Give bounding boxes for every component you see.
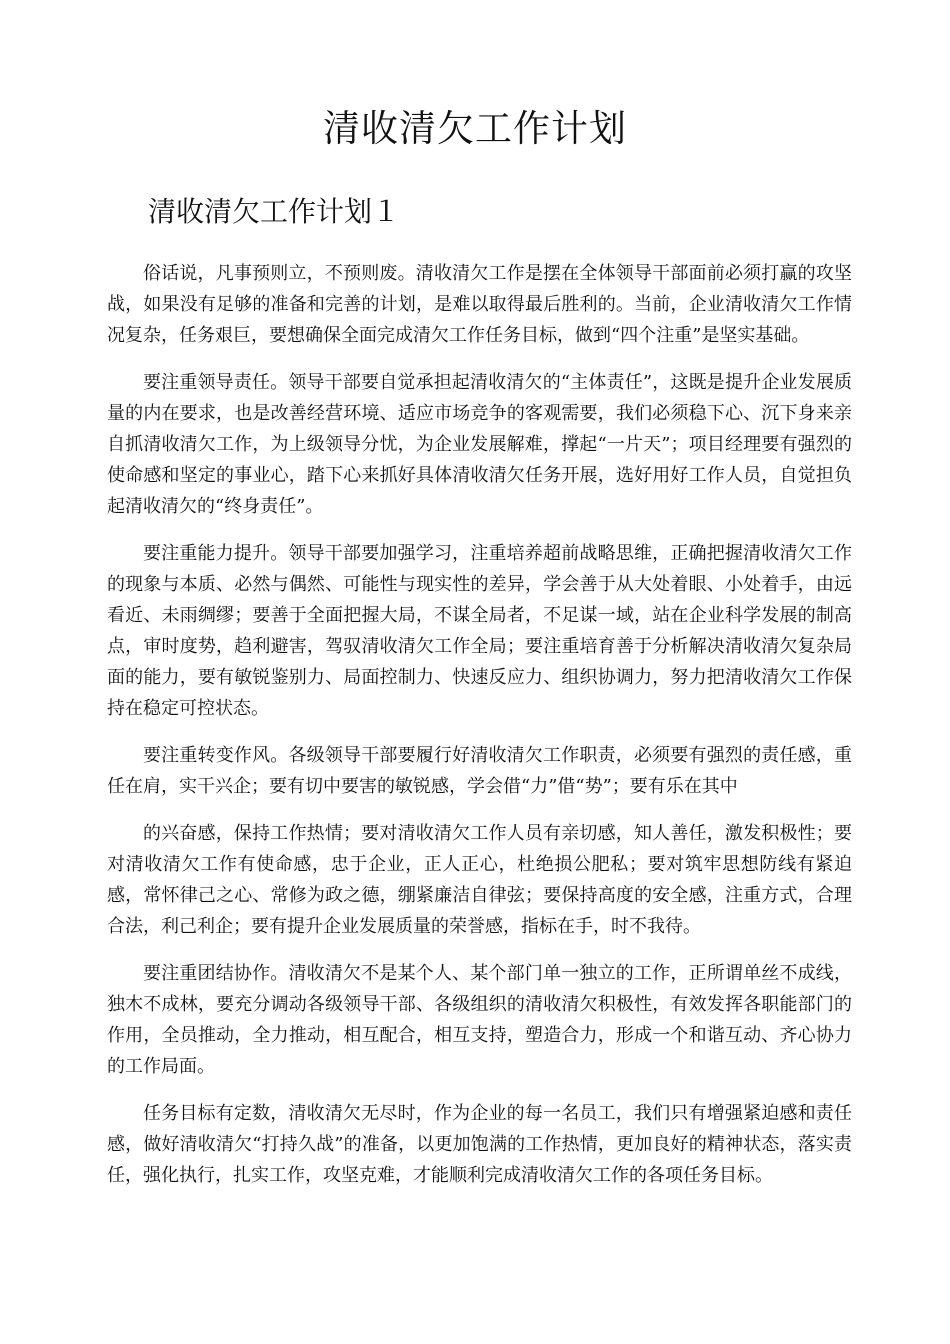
paragraph-ability: 要注重能力提升。领导干部要加强学习，注重培养超前战略思维，正确把握清收清欠工作的现象与本质、必然与偶然、可能性与现实性的差异，学会善于从大处着眼、小处着手，由远看近、未雨绸缪；要善于全面把握大局，不谋全局者，不足谋一域，站在企业科学发展的制高点，审时度势，趋利避害，驾驭清收清欠工作全局；要注重培育善于分析解决清收清欠复杂局面的能力，要有敏锐鉴别力、局面控制力、快速反应力、组织协调力，努力把清收清欠工作保持在稳定可控状态。 xyxy=(107,543,852,719)
paragraph-style: 要注重转变作风。各级领导干部要履行好清收清欠工作职责，必须要有强烈的责任感，重任在肩，实干兴企；要有切中要害的敏锐感，学会借“力”借“势”；要有乐在其中 xyxy=(107,745,852,797)
document-body xyxy=(107,258,852,1207)
paragraph-style-continued: 的兴奋感，保持工作热情；要对清收清欠工作人员有亲切感，知人善任，激发积极性；要对清收清欠工作有使命感，忠于企业，正人正心，杜绝损公肥私；要对筑牢思想防线有紧迫感，常怀律己之心、常修为政之德，绷紧廉洁自律弦；要保持高度的安全感，注重方式，合理合法，利己利企；要有提升企业发展质量的荣誉感，指标在手，时不我待。 xyxy=(107,823,852,937)
paragraph-conclusion: 任务目标有定数，清收清欠无尽时，作为企业的每一名员工，我们只有增强紧迫感和责任感，做好清收清欠“打持久战”的准备，以更加饱满的工作热情，更加良好的精神状态，落实责任，强化执行，扎实工作，攻坚克难，才能顺利完成清收清欠工作的各项任务目标。 xyxy=(107,1103,852,1186)
section-heading: 清收清欠工作计划１ xyxy=(148,195,401,228)
paragraph-intro: 俗话说，凡事预则立，不预则废。清收清欠工作是摆在全体领导干部面前必须打赢的攻坚战，如果没有足够的准备和完善的计划，是难以取得最后胜利的。当前，企业清收清欠工作情况复杂，任务艰巨，要想确保全面完成清欠工作任务目标，做到“四个注重”是坚实基础。 xyxy=(107,263,852,346)
document-title: 清收清欠工作计划 xyxy=(323,107,627,150)
paragraph-leadership: 要注重领导责任。领导干部要自觉承担起清收清欠的“主体责任”，这既是提升企业发展质量的内在要求，也是改善经营环境、适应市场竞争的客观需要，我们必须稳下心、沉下身来亲自抓清收清欠工作，为上级领导分忧，为企业发展解难，撑起“一片天”；项目经理要有强烈的使命感和坚定的事业心，踏下心来抓好具体清收清欠任务开展，选好用好工作人员，自觉担负起清收清欠的“终身责任”。 xyxy=(107,372,852,517)
paragraph-cooperation: 要注重团结协作。清收清欠不是某个人、某个部门单一独立的工作，正所谓单丝不成线，独木不成林，要充分调动各级领导干部、各级组织的清收清欠积极性，有效发挥各职能部门的作用，全员推动，全力推动，相互配合，相互支持，塑造合力，形成一个和谐互动、齐心协力的工作局面。 xyxy=(107,963,852,1077)
